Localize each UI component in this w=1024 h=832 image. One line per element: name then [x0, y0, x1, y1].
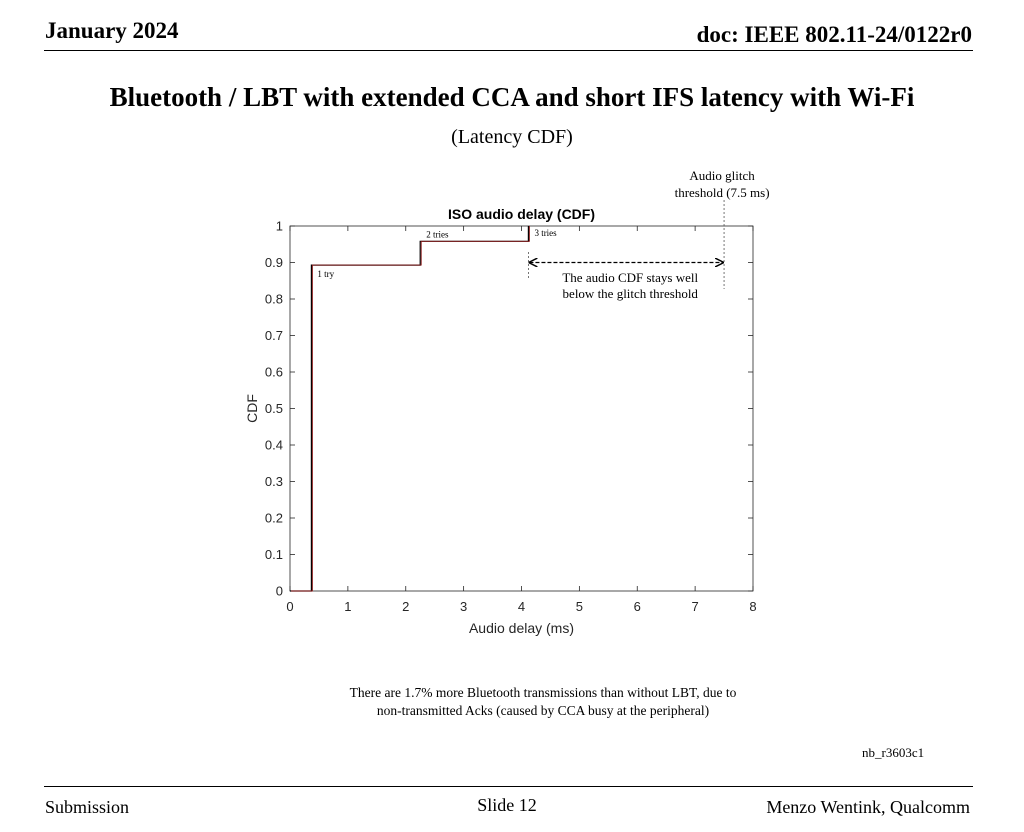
y-tick-label: 0.5: [264, 401, 283, 416]
step-label: 2 tries: [426, 229, 449, 240]
y-tick-label: 0: [275, 583, 283, 599]
y-tick-label: 0.7: [264, 328, 283, 343]
x-tick-label: 3: [460, 599, 468, 614]
y-tick-label: 0.2: [264, 510, 283, 526]
x-tick-label: 7: [691, 599, 699, 614]
y-tick-label: 0.6: [264, 364, 283, 380]
footer-divider: [44, 786, 973, 787]
footer-author: Menzo Wentink, Qualcomm: [766, 797, 970, 817]
y-tick-label: 0.3: [264, 474, 283, 489]
cdf-series-line-overlay: [291, 226, 529, 591]
slide-title: Bluetooth / LBT with extended CCA and short IFS latency with Wi-Fi: [109, 82, 915, 112]
y-tick-label: 1: [275, 218, 283, 234]
x-tick-label: 1: [344, 599, 352, 614]
step-label: 3 tries: [534, 228, 557, 238]
slide-subtitle: (Latency CDF): [451, 126, 573, 148]
footer-slide-number: Slide 12: [477, 795, 537, 815]
header-date: January 2024: [45, 18, 179, 43]
y-tick-label: 0.8: [264, 291, 283, 307]
x-tick-label: 2: [402, 599, 410, 614]
x-tick-label: 6: [633, 599, 641, 614]
cdf-series-line: [290, 226, 528, 591]
y-tick-label: 0.1: [264, 547, 283, 562]
annotation-text: The audio CDF stays well below the glitch threshold: [562, 270, 699, 301]
reference-code: nb_r3603c1: [862, 745, 925, 760]
x-tick-label: 5: [575, 599, 583, 614]
chart-title: ISO audio delay (CDF): [447, 206, 596, 222]
header-doc-id: doc: IEEE 802.11-24/0122r0: [696, 22, 972, 47]
x-axis-label: Audio delay (ms): [468, 620, 575, 636]
y-tick-label: 0.4: [264, 437, 283, 453]
x-tick-label: 4: [517, 599, 526, 614]
y-tick-label: 0.9: [264, 255, 283, 270]
footer-submission: Submission: [45, 797, 130, 817]
glitch-threshold-label: Audio glitch threshold (7.5 ms): [674, 168, 770, 200]
x-tick-label: 8: [749, 599, 757, 614]
footnote: There are 1.7% more Bluetooth transmissions than without LBT, due to non-transmitted Acks (caused by CCA busy at the peripheral): [349, 685, 737, 718]
y-axis-label: CDF: [244, 394, 260, 423]
x-tick-label: 0: [286, 599, 294, 614]
step-label: 1 try: [317, 269, 335, 280]
